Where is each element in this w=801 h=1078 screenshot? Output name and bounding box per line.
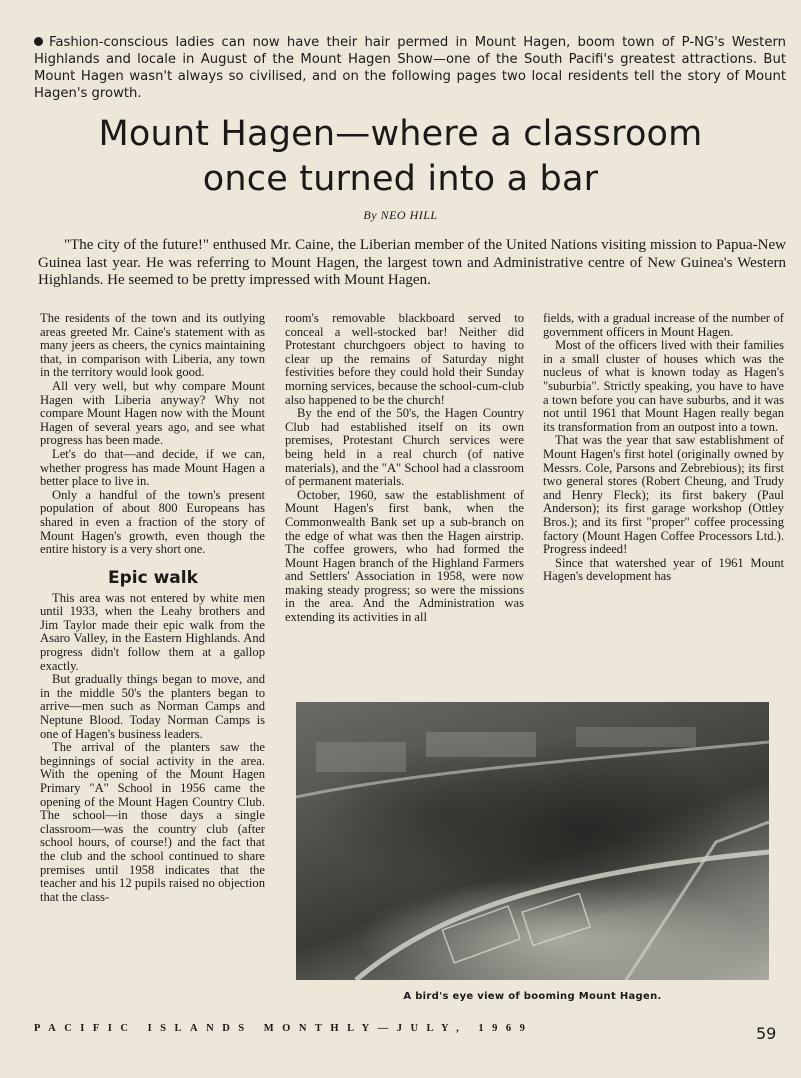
paragraph: Most of the officers lived with their families in a small cluster of houses which was the nucleus of what is known today as Hagen's "suburbia". Strictly speaking, you have to have a town before you can have suburbs, and it was not until 1961 that Mount Hagen really began its transformation from an outpost into a town. xyxy=(543,338,784,434)
paragraph: The residents of the town and its outlying areas greeted Mr. Caine's statement with as many jeers as cheers, the cynics maintaining that, in comparison with Liberia, any town in the territory would look good. xyxy=(40,312,265,380)
aerial-photo xyxy=(296,702,769,980)
lede-paragraph: "The city of the future!" enthused Mr. Caine, the Liberian member of the United Nations visiting mission to Papua-New Guinea last year. He was referring to Mount Hagen, the largest town and Administrative centre of New Guinea's Western Highlands. He seemed to be pretty impressed with Mount Hagen. xyxy=(38,237,786,289)
headline-line-2: once turned into a bar xyxy=(202,159,599,199)
page-number: 59 xyxy=(756,1024,777,1043)
column-2 xyxy=(285,312,524,686)
intro-paragraph xyxy=(34,34,786,102)
paragraph: By the end of the 50's, the Hagen Country Club had established itself on its own premises, Protestant Church services were being held in a real church (of native materials), and the "A" School had a classroom of permanent materials. xyxy=(285,406,524,489)
paragraph: But gradually things began to move, and in the middle 50's the planters began to arrive—men such as Norman Camps and Neptune Blood. Today Norman Camps is one of Hagen's business leaders. xyxy=(40,672,265,741)
paragraph: All very well, but why compare Mount Hagen with Liberia anyway? Why not compare Mount Hagen now with the Mount Hagen of several years ago, and see what progress has been made. xyxy=(40,378,265,448)
intro-text: Fashion-conscious ladies can now have their hair permed in Mount Hagen, boom town of P-NG's Western Highlands and locale in August of the Mount Hagen Show—one of the South Pacifi's greatest attractions. But Mount Hagen wasn't always so civilised, and on the following pages two local residents tell the story of Mount Hagen's growth. xyxy=(34,35,786,101)
column-1 xyxy=(40,312,265,1006)
paragraph: The arrival of the planters saw the beginnings of social activity in the area. With the opening of the Mount Hagen Primary "A" School in 1956 came the opening of the Mount Hagen Country Club. The school—in those days a single classroom—was the country club (after school hours, of course!) and the fact that the club and the school continued to share premises until 1958 indicates that the teacher and his 12 pupils raised no objection that the class- xyxy=(40,740,265,904)
paragraph: Since that watershed year of 1961 Mount Hagen's development has xyxy=(543,555,784,584)
paragraph: October, 1960, saw the establishment of Mount Hagen's first bank, when the Commonwealth Bank set up a sub-branch on the edge of what was then the Hagen airstrip. The coffee growers, who had formed the Mount Hagen branch of the Highland Farmers and Settlers' Association in 1958, were now making steady progress; so were the missions in the area. And the Administration was extending its activities in all xyxy=(285,487,524,625)
paragraph: Only a handful of the town's present population of about 800 Europeans has shared in even a fraction of the story of Mount Hagen's growth, even though the entire history is a very short one. xyxy=(40,487,265,557)
bullet-icon xyxy=(34,37,43,46)
paragraph: room's removable blackboard served to conceal a well-stocked bar! Neither did Protestant churchgoers object to having to clear up the remains of Saturday night festivities before they could hold their Sunday morning services, because the school-cum-club also happened to be the church! xyxy=(285,312,524,407)
aerial-photo-sketch xyxy=(296,702,769,980)
page-footer: PACIFIC ISLANDS MONTHLY—JULY, 1969 xyxy=(34,1023,534,1034)
paragraph: This area was not entered by white men until 1933, when the Leahy brothers and Jim Taylor made their epic walk from the Asaro Valley, in the Eastern Highlands. And progress didn't follow them at a gallop exactly. xyxy=(40,590,265,673)
subhead-epic-walk: Epic walk xyxy=(108,567,198,588)
photo-caption: A bird's eye view of booming Mount Hagen. xyxy=(403,991,662,1002)
byline: By NEO HILL xyxy=(363,208,438,222)
paragraph: fields, with a gradual increase of the number of government officers in Mount Hagen. xyxy=(543,312,784,339)
paragraph: Let's do that—and decide, if we can, whether progress has made Mount Hagen a better place to live in. xyxy=(40,446,265,489)
paragraph: That was the year that saw establishment of Mount Hagen's first hotel (originally owned by Messrs. Cole, Parsons and Zebrebious); its first two general stores (Robert Cheung, and Trudy and Henry Fleck); its first bakery (Paul Anderson); its first garage workshop (Ottley Bros.); and its first "proper" coffee processing factory (Mount Hagen Coffee Processors Ltd.). Progress indeed! xyxy=(543,433,784,557)
column-3 xyxy=(543,312,784,686)
headline xyxy=(30,112,771,202)
headline-line-1: Mount Hagen—where a classroom xyxy=(98,114,703,154)
